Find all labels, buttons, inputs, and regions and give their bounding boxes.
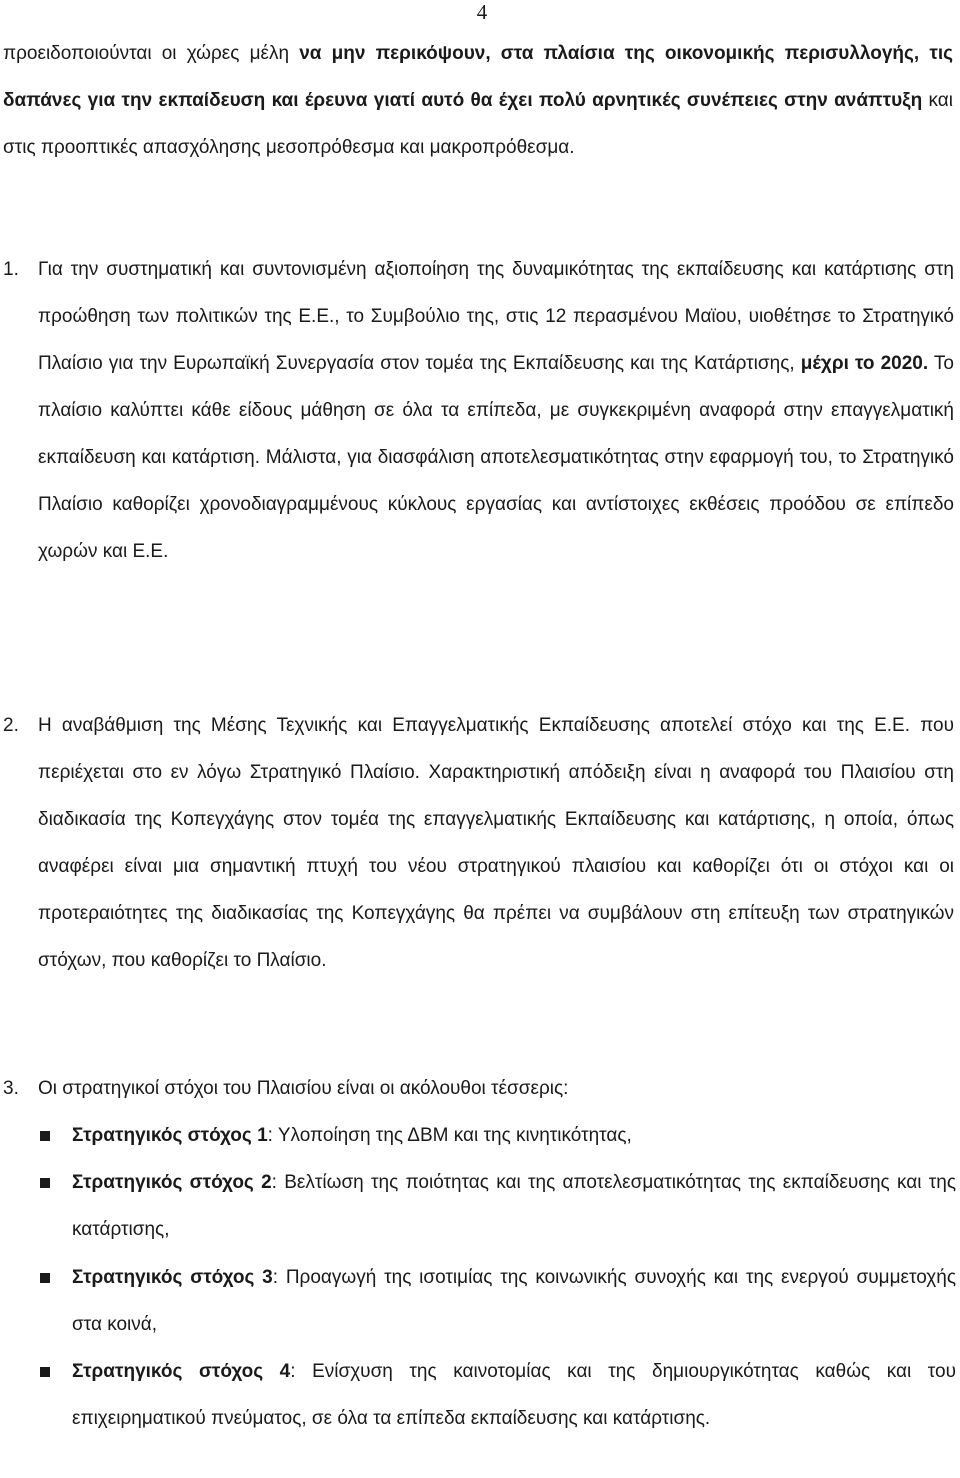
item-3-number: 3. [3,1078,19,1099]
square-bullet-icon [40,1178,50,1188]
goal-separator: : [267,1125,278,1146]
strategic-goal-1 [72,1112,956,1159]
item-1-emphasis: μέχρι το 2020. [800,353,929,374]
intro-text-2: και στις προοπτικές απασχόλησης μεσοπρόθεσμα και μακροπρόθεσμα. [3,90,953,158]
square-bullet-icon [40,1273,50,1283]
goal-separator: : [290,1361,313,1382]
item-2-paragraph: Η αναβάθμιση της Μέσης Τεχνικής και Επαγγελματικής Εκπαίδευσης αποτελεί στόχο και της Ε.Ε. που περιέχεται στο εν λόγω Στρατηγικό Πλαίσιο. Χαρακτηριστική απόδειξη είναι η αναφορά του Πλαισίου στη διαδικασία της Κοπεγχάγης στον τομέα της επαγγελματικής Εκπαίδευσης και κατάρτισης, η οποία, όπως αναφέρει είναι μια σημαντική πτυχή του νέου στρατηγικού πλαισίου και καθορίζει ότι οι στόχοι και οι προτεραιότητες της διαδικασίας της Κοπεγχάγης θα πρέπει να συμβάλουν στη επίτευξη των στρατηγικών στόχων, που καθορίζει το Πλαίσιο. [38,715,954,971]
item-3-paragraph: Οι στρατηγικοί στόχοι του Πλαισίου είναι οι ακόλουθοι τέσσερις: [38,1078,569,1099]
intro-paragraph [3,30,953,171]
intro-text-1: προειδοποιούνται οι χώρες μέλη [3,43,300,64]
goal-separator: : [272,1267,286,1288]
item-1-number: 1. [3,259,19,280]
square-bullet-icon [40,1367,50,1377]
item-1-text-2: Το πλαίσιο καλύπτει κάθε είδους μάθηση σε όλα τα επίπεδα, με συγκεκριμένη αναφορά στην επαγγελματική εκπαίδευση και κατάρτιση. Μάλιστα, για διασφάλιση αποτελεσματικότητας στην εφαρμογή του, το Στρατηγικό Πλαίσιο καθορίζει χρονοδιαγραμμένους κύκλους εργασίας και αντίστοιχες εκθέσεις προόδου σε επίπεδο χωρών και Ε.Ε. [38,353,954,562]
goal-text: Βελτίωση της ποιότητας και της αποτελεσματικότητας της εκπαίδευσης και της κατάρτισης, [72,1172,956,1240]
item-1-text-1: Για την συστηματική και συντονισμένη αξιοποίηση της δυναμικότητας της εκπαίδευσης και κατάρτισης στη προώθηση των πολιτικών της Ε.Ε., το Συμβούλιο της, στις 12 περασμένου Μαϊου, υιοθέτησε το Στρατηγικό Πλαίσιο για την Ευρωπαϊκή Συνεργασία στον τομέα της Εκπαίδευσης και της Κατάρτισης, [38,259,954,374]
goal-text: Υλοποίηση της ΔΒΜ και της κινητικότητας, [277,1125,632,1146]
strategic-goal-3 [72,1254,956,1348]
square-bullet-icon [40,1131,50,1141]
strategic-goal-2 [72,1159,956,1253]
goal-label: Στρατηγικός στόχος 4 [72,1361,291,1382]
goal-text: Ενίσχυση της καινοτομίας και της δημιουργικότητας καθώς και του επιχειρηματικού πνεύματος, σε όλα τα επίπεδα εκπαίδευσης και κατάρτισης. [72,1361,957,1429]
goal-separator: : [271,1172,285,1193]
strategic-goal-4 [72,1348,956,1442]
item-1-paragraph [38,246,954,575]
goal-label: Στρατηγικός στόχος 3 [72,1267,273,1288]
goal-text: Προαγωγή της ισοτιμίας της κοινωνικής συνοχής και της ενεργού συμμετοχής στα κοινά, [72,1267,956,1335]
intro-emphasis: να μην περικόψουν, στα πλαίσια της οικονομικής περισυλλογής, τις δαπάνες για την εκπαίδευση και έρευνα γιατί αυτό θα έχει πολύ αρνητικές συνέπειες στην ανάπτυξη [3,43,953,111]
page-number: 4 [476,0,488,24]
item-2-number: 2. [3,715,19,736]
goal-label: Στρατηγικός στόχος 1 [72,1125,268,1146]
goal-label: Στρατηγικός στόχος 2 [72,1172,272,1193]
